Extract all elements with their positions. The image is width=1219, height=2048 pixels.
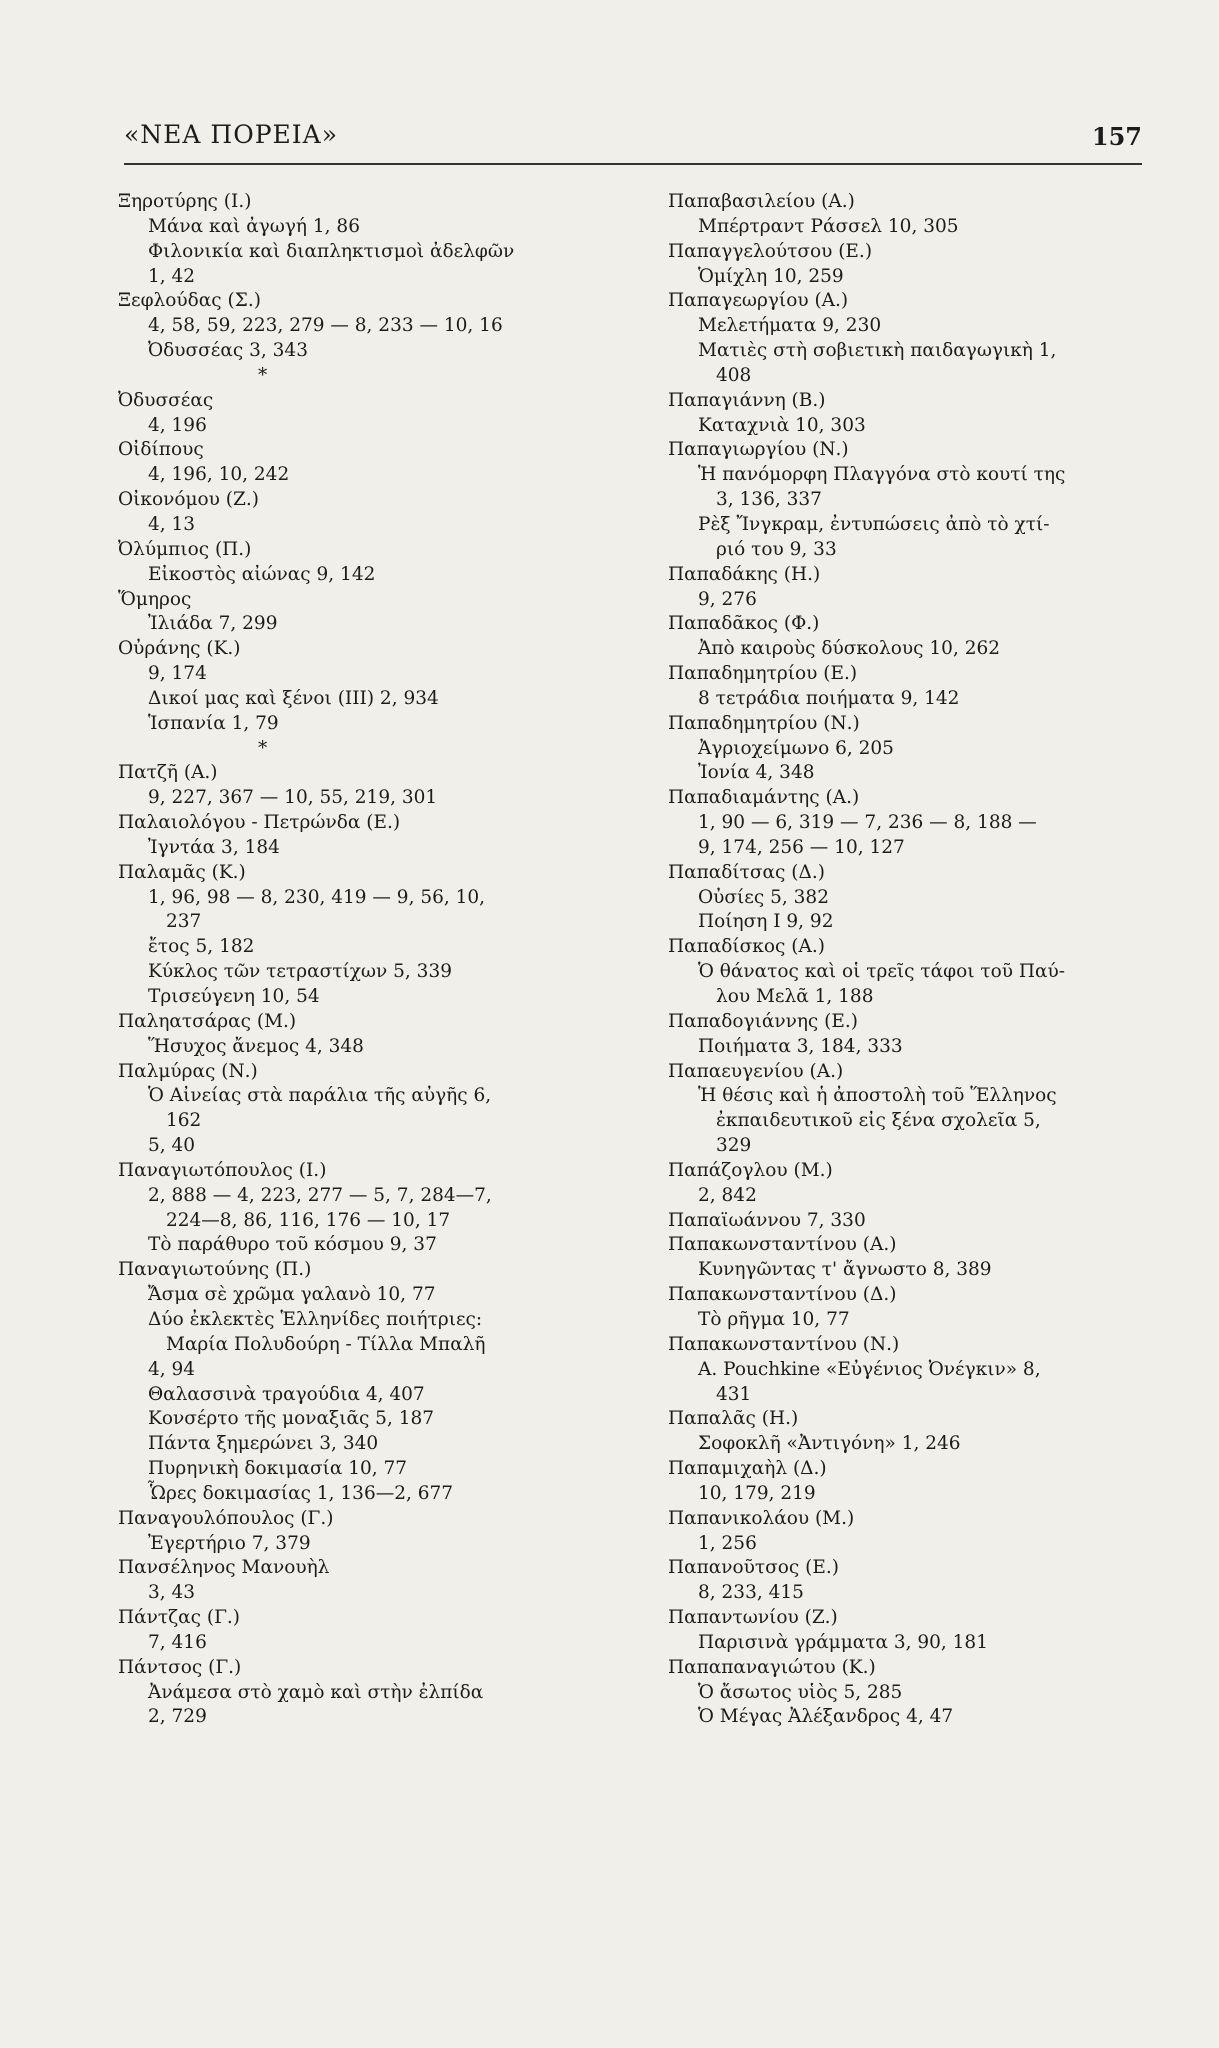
index-subentry: Ποιήματα 3, 184, 333 xyxy=(698,1035,903,1057)
index-subentry: Μελετήματα 9, 230 xyxy=(698,315,882,337)
index-subentry: Ματιὲς στὴ σοβιετικὴ παιδαγωγικὴ 1, xyxy=(698,340,1057,362)
index-author-heading: Ξηροτύρης (Ι.) xyxy=(118,191,252,212)
index-subentry: 1, 256 xyxy=(698,1532,757,1554)
index-subentry: Φιλονικία καὶ διαπληκτισμοὶ ἀδελφῶν xyxy=(148,240,515,262)
index-subentry: Ἰγντάα 3, 184 xyxy=(148,836,280,858)
index-subentry: Τὸ παράθυρο τοῦ κόσμου 9, 37 xyxy=(148,1234,437,1256)
index-continuation: 162 xyxy=(166,1110,202,1132)
index-subentry: Πάντα ξημερώνει 3, 340 xyxy=(148,1433,379,1455)
index-subentry: Ὧρες δοκιμασίας 1, 136—2, 677 xyxy=(148,1482,454,1504)
index-author-heading: Παπακωνσταντίνου (Δ.) xyxy=(668,1284,897,1306)
index-author-heading: Παπαπαναγιώτου (Κ.) xyxy=(668,1656,876,1678)
index-subentry: 7, 416 xyxy=(148,1631,207,1653)
index-subentry: 2, 888 — 4, 223, 277 — 5, 7, 284—7, xyxy=(148,1184,492,1206)
index-subentry: Πυρηνικὴ δοκιμασία 10, 77 xyxy=(148,1458,408,1480)
index-subentry: Παρισινὰ γράμματα 3, 90, 181 xyxy=(698,1631,988,1653)
index-subentry: 1, 42 xyxy=(148,265,196,287)
index-author-heading: Παπαδίτσας (Δ.) xyxy=(668,861,825,883)
index-subentry: Σοφοκλῆ «Ἀντιγόνη» 1, 246 xyxy=(698,1433,961,1455)
index-subentry: 1, 96, 98 — 8, 230, 419 — 9, 56, 10, xyxy=(148,886,486,908)
index-subentry: Κύκλος τῶν τετραστίχων 5, 339 xyxy=(148,961,452,983)
index-subentry: Θαλασσινὰ τραγούδια 4, 407 xyxy=(148,1383,425,1405)
index-author-heading: Παναγιωτούνης (Π.) xyxy=(118,1259,312,1281)
header-rule xyxy=(124,163,1142,165)
index-continuation: 329 xyxy=(716,1135,752,1157)
index-author-heading: Οὐράνης (Κ.) xyxy=(118,638,241,660)
index-subentry: Ἡ πανόμορφη Πλαγγόνα στὸ κουτί της xyxy=(698,464,1066,486)
index-subentry: Τρισεύγενη 10, 54 xyxy=(148,986,320,1007)
index-author-heading: Παπακωνσταντίνου (Ν.) xyxy=(668,1333,900,1355)
index-author-heading: Ὀδυσσέας xyxy=(118,389,214,411)
index-author-heading: Παπαγεωργίου (Α.) xyxy=(668,290,849,312)
index-continuation: ἐκπαιδευτικοῦ εἰς ξένα σχολεῖα 5, xyxy=(716,1110,1041,1132)
index-subentry: Τὸ ρῆγμα 10, 77 xyxy=(698,1308,850,1330)
index-subentry: Μπέρτραντ Ράσσελ 10, 305 xyxy=(698,215,959,237)
index-author-heading: Παπαδᾶκος (Φ.) xyxy=(668,613,820,635)
index-subentry: Ἀνάμεσα στὸ χαμὸ καὶ στὴν ἐλπίδα xyxy=(148,1681,484,1703)
index-subentry: Κονσέρτο τῆς μοναξιᾶς 5, 187 xyxy=(148,1408,435,1430)
index-subentry: 1, 90 — 6, 319 — 7, 236 — 8, 188 — xyxy=(698,812,1037,834)
index-author-heading: Ὀλύμπιος (Π.) xyxy=(118,538,252,560)
index-subentry: Καταχνιὰ 10, 303 xyxy=(698,414,866,436)
index-subentry: Ἐγερτήριο 7, 379 xyxy=(148,1532,311,1554)
index-author-heading: Πανσέληνος Μανουὴλ xyxy=(118,1557,330,1579)
index-continuation: 431 xyxy=(716,1383,752,1405)
index-subentry: 4, 13 xyxy=(148,513,196,535)
index-subentry: 9, 174, 256 — 10, 127 xyxy=(698,836,905,858)
index-subentry: Ἡ θέσις καὶ ἡ ἀποστολὴ τοῦ Ἕλληνος xyxy=(698,1085,1057,1107)
index-column-right xyxy=(668,190,1158,1730)
index-subentry: 4, 196, 10, 242 xyxy=(148,464,290,486)
index-subentry: Ὁ θάνατος καὶ οἱ τρεῖς τάφοι τοῦ Παύ- xyxy=(698,961,1065,983)
index-author-heading: Παπαδίσκος (Α.) xyxy=(668,936,825,958)
index-subentry: Οὐσίες 5, 382 xyxy=(698,886,829,908)
index-author-heading: Πάντσος (Γ.) xyxy=(118,1656,242,1678)
index-author-heading: Παπαϊωάννου 7, 330 xyxy=(668,1209,866,1231)
index-column-left xyxy=(118,190,638,1730)
index-author-heading: Παπανικολάου (Μ.) xyxy=(668,1507,855,1529)
index-subentry: Ἰονία 4, 348 xyxy=(698,762,815,784)
index-author-heading: Πατζῆ (Α.) xyxy=(118,762,218,784)
index-subentry: Ποίηση Ι 9, 92 xyxy=(698,911,834,933)
index-subentry: A. Pouchkine «Εὐγένιος Ὀνέγκιν» 8, xyxy=(698,1358,1041,1380)
index-author-heading: Ξεφλούδας (Σ.) xyxy=(118,290,261,312)
index-subentry: 3, 43 xyxy=(148,1582,196,1604)
index-subentry: 4, 196 xyxy=(148,414,207,436)
index-author-heading: Παλαιολόγου - Πετρώνδα (Ε.) xyxy=(118,812,401,834)
index-author-heading: Παπακωνσταντίνου (Α.) xyxy=(668,1234,897,1256)
index-subentry: Κυνηγῶντας τ' ἄγνωστο 8, 389 xyxy=(698,1259,992,1281)
index-continuation: Μαρία Πολυδούρη - Τίλλα Μπαλῆ xyxy=(166,1333,486,1355)
index-author-heading: Παναγουλόπουλος (Γ.) xyxy=(118,1507,334,1529)
page-header xyxy=(124,120,1142,160)
index-subentry: 4, 58, 59, 223, 279 — 8, 233 — 10, 16 xyxy=(148,315,503,337)
index-author-heading: Παλαμᾶς (Κ.) xyxy=(118,861,246,883)
index-subentry: Ἀπὸ καιροὺς δύσκολους 10, 262 xyxy=(698,638,1001,660)
index-subentry: Ἱσπανία 1, 79 xyxy=(148,712,279,734)
index-author-heading: Παπανοῦτσος (Ε.) xyxy=(668,1557,839,1579)
index-author-heading: Παπαδημητρίου (Ε.) xyxy=(668,663,858,685)
index-author-heading: Πάντζας (Γ.) xyxy=(118,1607,241,1629)
index-subentry: 9, 174 xyxy=(148,663,207,685)
index-continuation: 3, 136, 337 xyxy=(716,489,822,511)
section-separator-star: * xyxy=(258,737,268,759)
index-subentry: Ὁ Μέγας Ἀλέξανδρος 4, 47 xyxy=(698,1706,954,1728)
index-subentry: 8 τετράδια ποιήματα 9, 142 xyxy=(698,687,960,709)
index-subentry: 10, 179, 219 xyxy=(698,1482,816,1504)
index-subentry: Ρὲξ Ἴνγκραμ, ἐντυπώσεις ἀπὸ τὸ χτί- xyxy=(698,513,1050,535)
index-author-heading: Παπαγγελούτσου (Ε.) xyxy=(668,240,873,262)
index-subentry: 2, 842 xyxy=(698,1184,757,1206)
index-author-heading: Παπαβασιλείου (Α.) xyxy=(668,191,855,212)
index-subentry: Ἄσμα σὲ χρῶμα γαλανὸ 10, 77 xyxy=(148,1284,436,1306)
index-subentry: Δικοί μας καὶ ξένοι (ΙΙΙ) 2, 934 xyxy=(148,687,439,709)
index-subentry: 4, 94 xyxy=(148,1358,196,1380)
index-subentry: Ὁ ἄσωτος υἱὸς 5, 285 xyxy=(698,1681,903,1703)
index-author-heading: Παπαγιάννη (Β.) xyxy=(668,389,826,411)
index-author-heading: Παπαδημητρίου (Ν.) xyxy=(668,712,860,734)
index-subentry: Δύο ἐκλεκτὲς Ἑλληνίδες ποιήτριες: xyxy=(148,1308,483,1330)
index-subentry: 2, 729 xyxy=(148,1706,207,1728)
index-subentry: Ὁ Αἰνείας στὰ παράλια τῆς αὐγῆς 6, xyxy=(148,1085,492,1107)
index-subentry: Ὁμίχλη 10, 259 xyxy=(698,265,844,287)
running-title: «ΝΕΑ ΠΟΡΕΙΑ» xyxy=(124,120,339,149)
index-subentry: Ἰλιάδα 7, 299 xyxy=(148,613,278,635)
section-separator-star: * xyxy=(258,364,268,386)
index-author-heading: Παπαλᾶς (Η.) xyxy=(668,1408,799,1430)
index-subentry: 5, 40 xyxy=(148,1135,196,1157)
index-author-heading: Παπαδογιάννης (Ε.) xyxy=(668,1010,858,1032)
index-author-heading: Παπαδάκης (Η.) xyxy=(668,563,821,585)
index-author-heading: Παπαμιχαὴλ (Δ.) xyxy=(668,1458,827,1480)
index-author-heading: Παπαγιωργίου (Ν.) xyxy=(668,439,849,461)
index-subentry: 9, 276 xyxy=(698,588,757,610)
index-author-heading: Ὅμηρος xyxy=(118,588,192,610)
index-continuation: 237 xyxy=(166,911,202,933)
index-subentry: Μάνα καὶ ἀγωγή 1, 86 xyxy=(148,215,360,237)
index-continuation: 408 xyxy=(716,364,752,386)
index-author-heading: Παπάζογλου (Μ.) xyxy=(668,1159,833,1181)
page-number: 157 xyxy=(1091,122,1142,151)
index-subentry: Ἥσυχος ἄνεμος 4, 348 xyxy=(148,1035,364,1057)
index-subentry: Ὀδυσσέας 3, 343 xyxy=(148,340,308,362)
index-author-heading: Παπαευγενίου (Α.) xyxy=(668,1060,844,1082)
index-subentry: 8, 233, 415 xyxy=(698,1582,804,1604)
index-subentry: ἔτος 5, 182 xyxy=(148,936,255,958)
index-author-heading: Παπαντωνίου (Ζ.) xyxy=(668,1607,838,1629)
index-subentry: Ἀγριοχείμωνο 6, 205 xyxy=(698,737,894,759)
index-subentry: Εἰκοστὸς αἰώνας 9, 142 xyxy=(148,563,376,585)
index-continuation: ριό του 9, 33 xyxy=(716,538,837,560)
index-author-heading: Παπαδιαμάντης (Α.) xyxy=(668,787,860,809)
index-continuation: λου Μελᾶ 1, 188 xyxy=(716,986,874,1007)
index-author-heading: Παληατσάρας (Μ.) xyxy=(118,1010,297,1032)
index-author-heading: Οἰδίπους xyxy=(118,439,204,461)
index-continuation: 224—8, 86, 116, 176 — 10, 17 xyxy=(166,1209,451,1231)
index-author-heading: Παναγιωτόπουλος (Ι.) xyxy=(118,1159,327,1181)
index-author-heading: Οἰκονόμου (Ζ.) xyxy=(118,489,259,511)
index-subentry: 9, 227, 367 — 10, 55, 219, 301 xyxy=(148,787,438,809)
index-author-heading: Παλμύρας (Ν.) xyxy=(118,1060,258,1082)
